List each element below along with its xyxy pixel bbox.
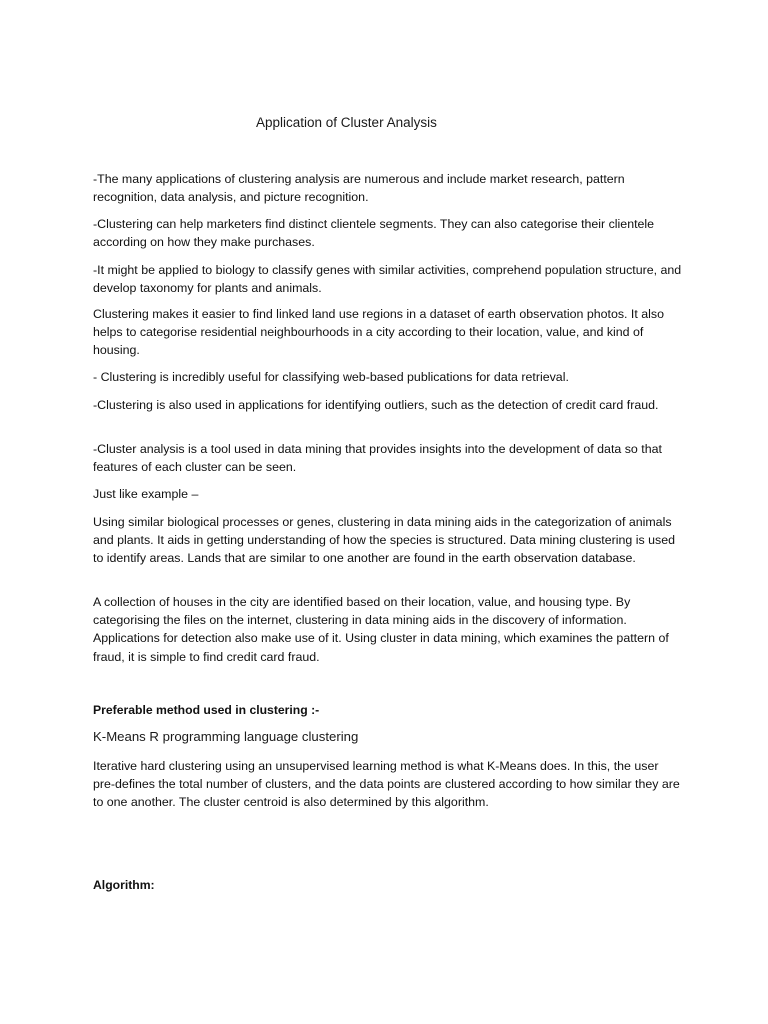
paragraph-biology: -It might be applied to biology to classify genes with similar activities, comprehend population structure, and develop taxonomy for plants and animals.: [93, 263, 682, 296]
paragraph-web-publications: - Clustering is incredibly useful for classifying web-based publications for data retrieval.: [93, 370, 569, 384]
method-heading: Preferable method used in clustering :-: [93, 703, 320, 717]
paragraph-biological-example: Using similar biological processes or genes, clustering in data mining aids in the categorization of animals and plants. It aids in getting understanding of how the species is structured. Data mining clustering is used to identify areas. Lands that are similar to one another are found in the earth observation database.: [93, 515, 676, 566]
paragraph-marketing: -Clustering can help marketers find distinct clientele segments. They can also categorise their clientele according on how they make purchases.: [93, 217, 655, 250]
paragraph-outliers: -Clustering is also used in applications for identifying outliers, such as the detection of credit card fraud.: [93, 398, 659, 412]
paragraph-land-use: Clustering makes it easier to find linked land use regions in a dataset of earth observation photos. It also helps to categorise residential neighbourhoods in a city according to their location, value, and kind of housing.: [93, 307, 664, 358]
method-subheading: K-Means R programming language clustering: [93, 729, 359, 744]
document-title: Application of Cluster Analysis: [256, 115, 437, 130]
algorithm-heading: Algorithm:: [93, 878, 155, 892]
paragraph-houses-example: A collection of houses in the city are identified based on their location, value, and housing type. By categorising the files on the internet, clustering in data mining aids in the discovery of information. Applications for detection also make use of it. Using cluster in data mining, which examines the pattern of fraud, it is simple to find credit card fraud.: [93, 595, 669, 664]
method-description: Iterative hard clustering using an unsupervised learning method is what K-Means does. In this, the user pre-defines the total number of clusters, and the data points are clustered according to how similar they are to one another. The cluster centroid is also determined by this algorithm.: [93, 759, 680, 810]
paragraph-data-mining: -Cluster analysis is a tool used in data mining that provides insights into the development of data so that features of each cluster can be seen.: [93, 442, 662, 475]
paragraph-example-intro: Just like example –: [93, 487, 199, 501]
paragraph-applications: -The many applications of clustering analysis are numerous and include market research, pattern recognition, data analysis, and picture recognition.: [93, 172, 625, 205]
